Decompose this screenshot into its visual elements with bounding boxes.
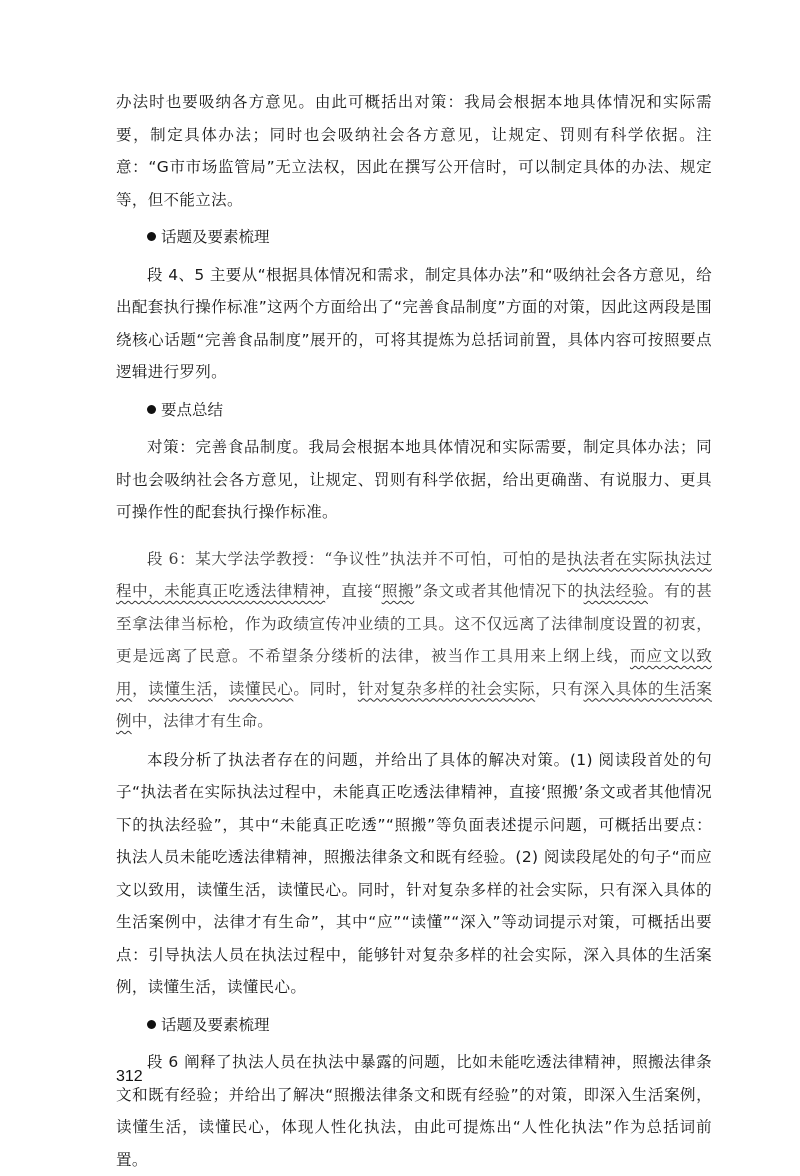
bullet-dot-icon: [147, 405, 156, 414]
section-heading-topics: 话题及要素梳理: [147, 221, 712, 254]
bullet-dot-icon: [147, 1020, 156, 1029]
underlined-phrase: 针对复杂多样的社会实际: [357, 679, 536, 698]
underlined-phrase: 深入具体的生活案例: [116, 679, 713, 730]
section-heading-topics-2: 话题及要素梳理: [147, 1009, 712, 1042]
paragraph-topic-analysis: 段 4、5 主要从“根据具体情况和需求，制定具体办法”和“吸纳社会各方意见，给出配套执行操作标准”这两个方面给出了“完善食品制度”方面的对策，因此这两段是围绕核心话题“完善食品制度”展开的，可将其提炼为总括词前置，具体内容可按照要点逻辑进行罗列。: [116, 265, 712, 381]
paragraph-source-quote: 段 6：某大学法学教授：“争议性”执法并不可怕，可怕的是执法者在实际执法过程中，未能真正吃透法律精神，直接“照搬”条文或者其他情况下的执法经验。有的甚至拿法律当标枪，作为政绩宣传冲业绩的工具。这不仅远离了法律制度设置的初衷，更是远离了民意。不希望条分缕析的法律，被当作工具用来上纲上线，而应文以致用，读懂生活，读懂民心。同时，针对复杂多样的社会实际，只有深入具体的生活案例中，法律才有生命。: [116, 549, 713, 730]
page-body: [116, 86, 712, 1176]
underlined-phrase: 未能真正吃透法律精神: [164, 582, 326, 600]
underlined-phrase: 读懂民心: [228, 679, 294, 698]
underlined-phrase: 而应文以致用: [116, 647, 712, 698]
underlined-phrase: 照搬: [381, 582, 415, 600]
paragraph-topic-analysis-2: 段 6 阐释了执法人员在执法中暴露的问题，比如未能吃透法律精神，照搬法律条文和既有经验；并给出了解决“照搬法律条文和既有经验”的对策，即深入生活案例，读懂生活，读懂民心，体现人性化执法，由此可提炼出“人性化执法”作为总括词前置。: [116, 1053, 712, 1169]
page-number: 312: [116, 1068, 143, 1085]
underlined-phrase: 读懂生活: [148, 679, 213, 698]
underlined-phrase: 执法经验: [583, 582, 648, 600]
bullet-dot-icon: [147, 232, 156, 241]
section-heading-summary: 要点总结: [147, 394, 712, 427]
underlined-phrase: 执法者在实际执法过程中，: [116, 549, 712, 600]
paragraph-summary: 对策：完善食品制度。我局会根据本地具体情况和实际需要，制定具体办法；同时也会吸纳社会各方意见，让规定、罚则有科学依据，给出更确凿、有说服力、更具可操作性的配套执行操作标准。: [116, 438, 712, 521]
paragraph-continuation: 办法时也要吸纳各方意见。由此可概括出对策：我局会根据本地具体情况和实际需要，制定具体办法；同时也会吸纳社会各方意见，让规定、罚则有科学依据。注意：“G市市场监管局”无立法权，因此在撰写公开信时，可以制定具体的办法、规定等，但不能立法。: [116, 93, 712, 209]
paragraph-problem-analysis: 本段分析了执法者存在的问题，并给出了具体的解决对策。(1) 阅读段首处的句子“执法者在实际执法过程中，未能真正吃透法律精神，直接‘照搬’条文或者其他情况下的执法经验”，其中“未能真正吃透”“照搬”等负面表述提示问题，可概括出要点：执法人员未能吃透法律精神，照搬法律条文和既有经验。(2) 阅读段尾处的句子“而应文以致用，读懂生活，读懂民心。同时，针对复杂多样的社会实际，只有深入具体的生活案例中，法律才有生命”，其中“应”“读懂”“深入”等动词提示对策，可概括出要点：引导执法人员在执法过程中，能够针对复杂多样的社会实际，深入具体的生活案例，读懂生活，读懂民心。: [116, 750, 712, 996]
